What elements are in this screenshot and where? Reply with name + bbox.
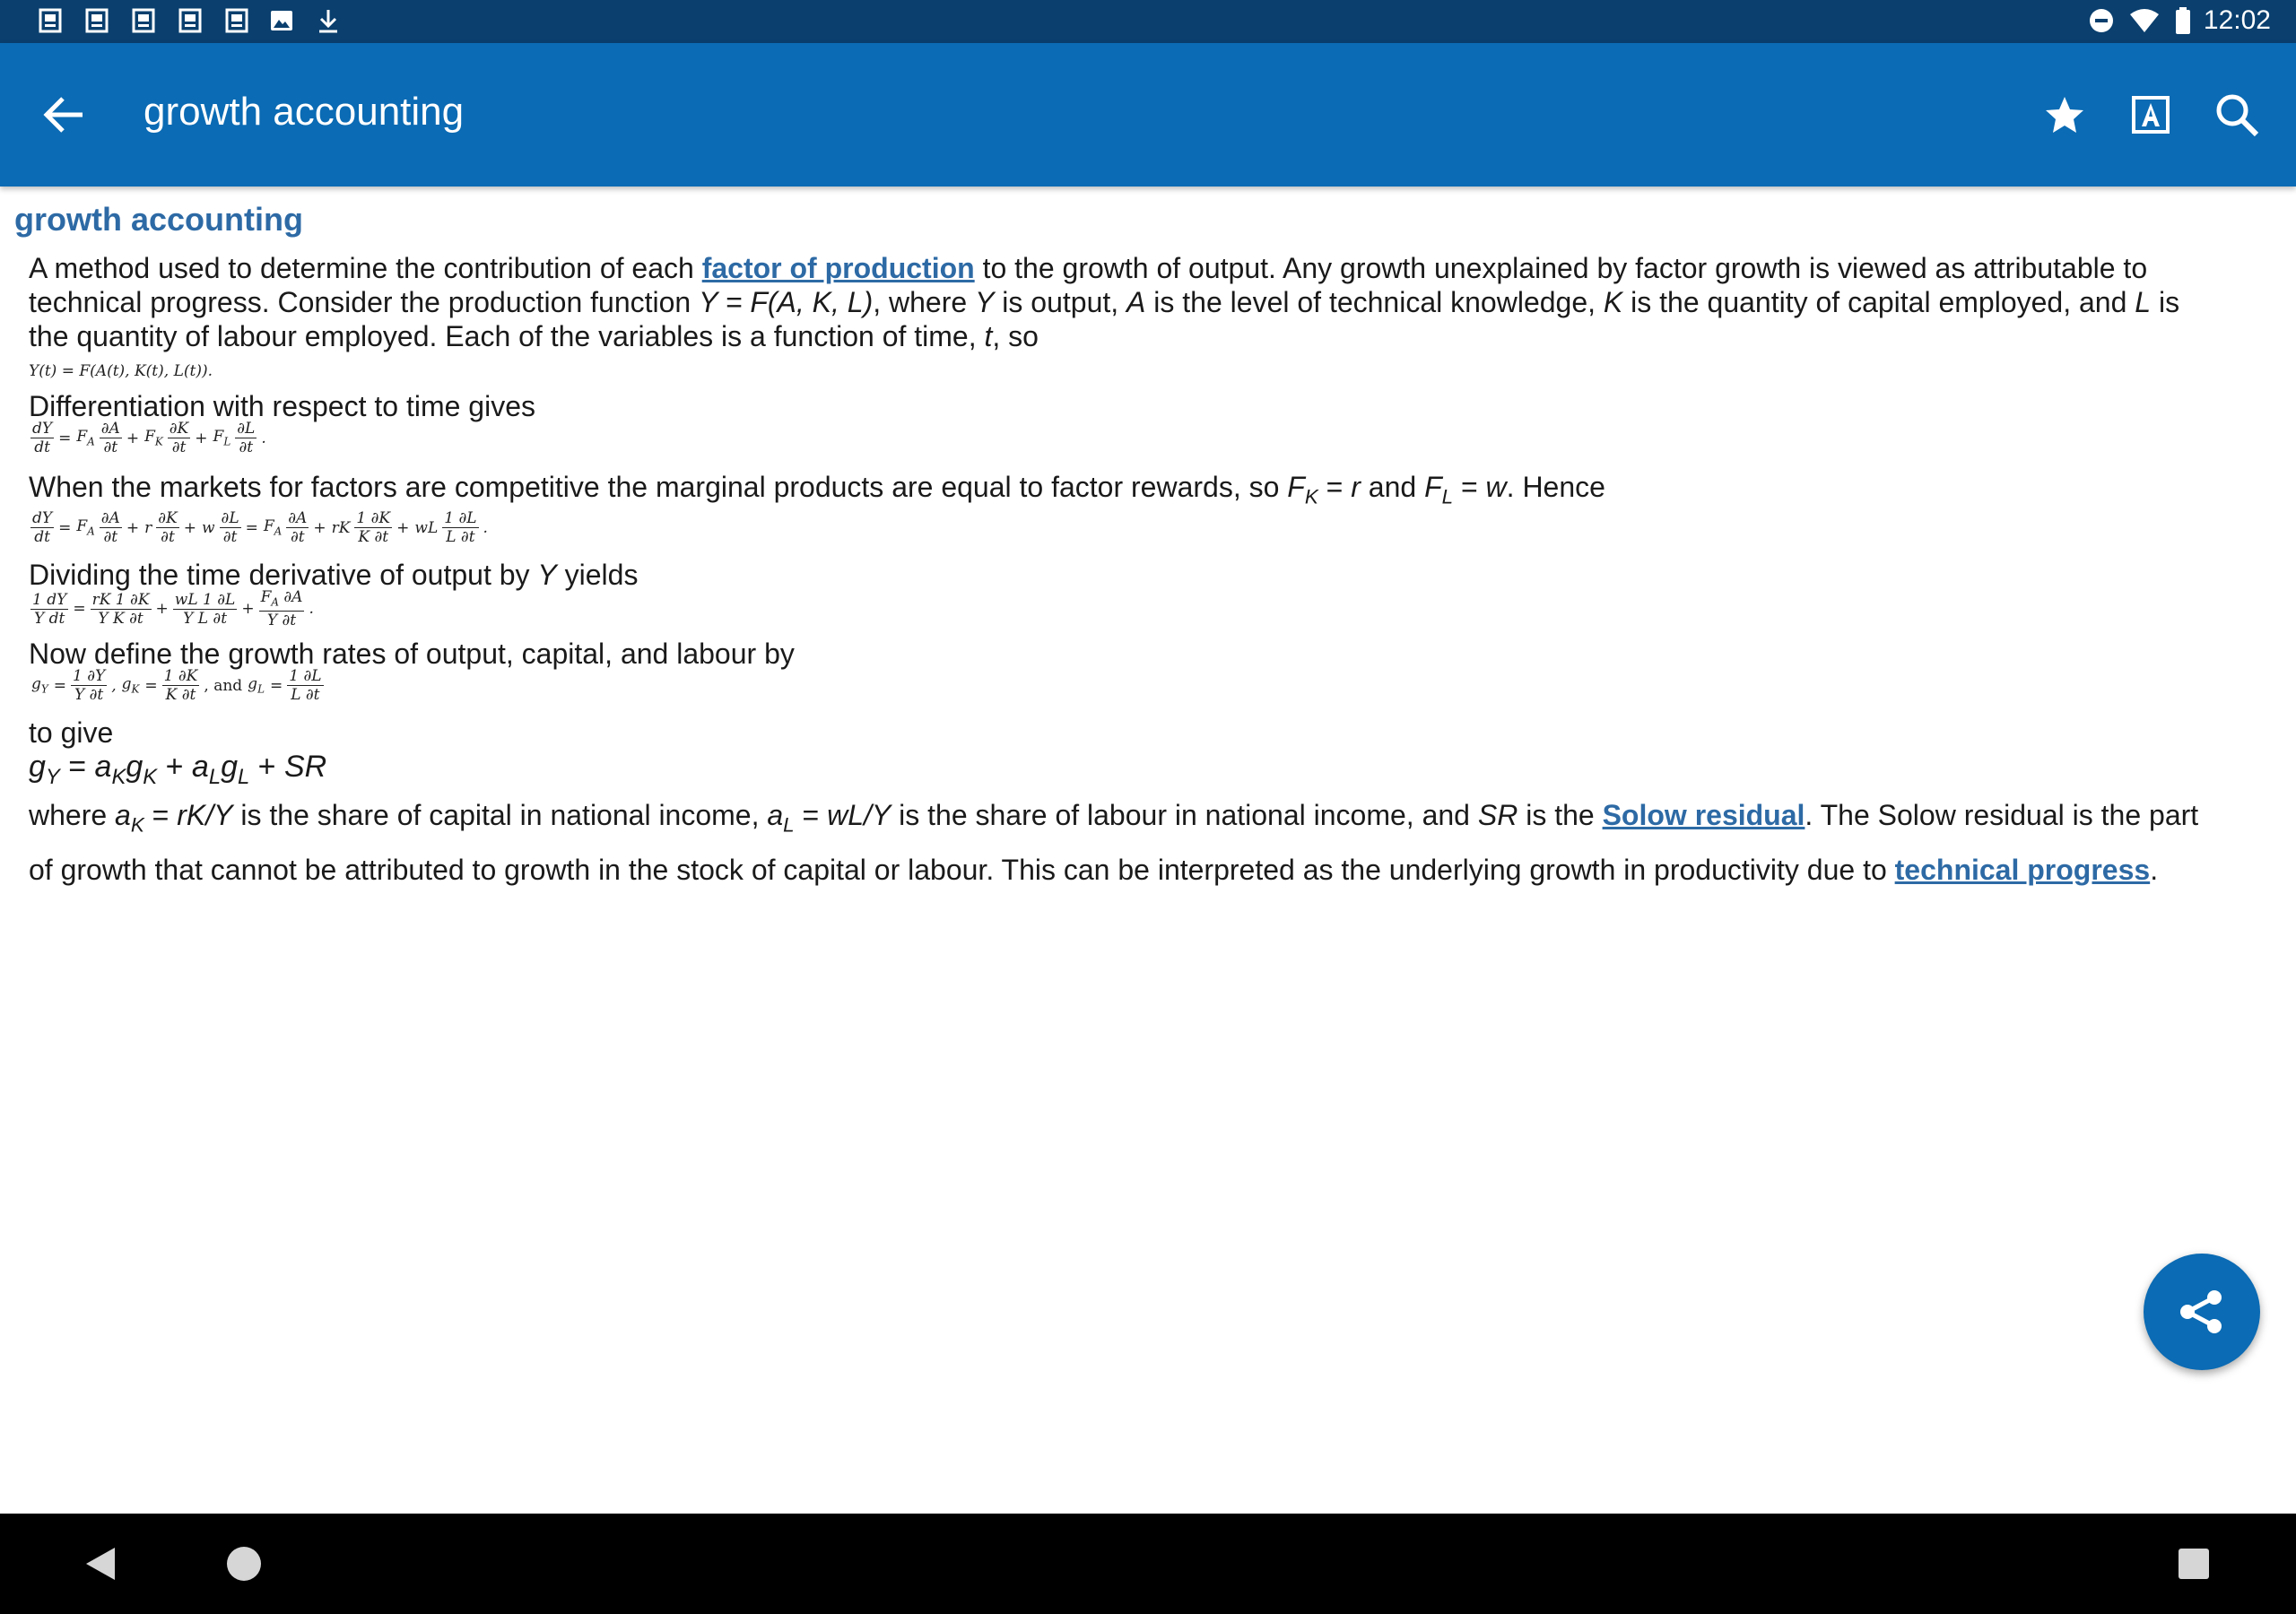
link-solow-residual[interactable]: Solow residual xyxy=(1602,799,1805,831)
navigation-bar xyxy=(0,1514,2296,1614)
text: is the level of technical knowledge, xyxy=(1145,286,1604,318)
formula-competitive: $\frac{dY}{dt}$ = $F_A$ $\frac{\partial A}{\partial t}$ + r $\frac{\partial K}{\partial t}$ + w $\frac{\partial L}{\partial t}$ = $F_A$ $\frac{\partial A}{\partial t}$ + rK $\frac{1 \partial K}{K \partial t}$ + wL $\frac{1 \partial L}{L \partial t}$ . xyxy=(32,509,488,546)
paragraph: Differentiation with respect to time gives xyxy=(29,390,535,422)
page-title: growth accounting xyxy=(144,90,465,134)
home-nav-icon[interactable] xyxy=(226,1546,262,1582)
fraction: $\frac{1 \partial L}{L \partial t}$ xyxy=(444,509,477,546)
fraction: $\frac{1 \partial Y}{Y \partial t}$ xyxy=(73,667,106,704)
image-icon xyxy=(269,7,294,34)
text: , so xyxy=(992,320,1039,352)
paragraph: Now define the growth rates of output, capital, and labour by xyxy=(29,638,795,670)
fraction: $\frac{\partial A}{\partial t}$ xyxy=(288,509,308,546)
share-button[interactable] xyxy=(2144,1254,2260,1370)
share-icon xyxy=(2175,1285,2229,1339)
do-not-disturb-icon xyxy=(2088,7,2115,34)
download-icon xyxy=(316,7,341,34)
fraction: $\frac{F_A \partial A}{Y \partial t}$ xyxy=(260,588,303,630)
paragraph: to give xyxy=(29,716,114,749)
fraction: $\frac{wL 1 \partial L}{\text{Y L ∂t}}$ xyxy=(174,590,236,628)
text-size-icon[interactable] xyxy=(2124,88,2178,142)
formula-divided: $\frac{1 dY}{\text{Y dt}}$ = $\frac{rK 1 \partial K}{\text{Y K ∂t}}$ + $\frac{wL 1 \partial L}{\text{Y L ∂t}}$ + $\frac{F_A \partial A}{Y \partial t}$ . xyxy=(32,588,314,630)
var: L xyxy=(2135,286,2152,318)
wifi-icon xyxy=(2129,7,2160,34)
paragraph: where $a_K = rK/Y$ is the share of capital in national income, $a_L = wL/Y$ is the share of labour in national income, and SR is the Solow residual. The Solow residual is the part of growth that cannot be attributed to growth in the stock of capital or labour. This can be interpreted as the underlying growth in productivity due to technical progress. xyxy=(29,799,2199,887)
link-factor-of-production[interactable]: factor of production xyxy=(701,252,975,284)
fraction: $\frac{\partial L}{\partial t}$ xyxy=(237,420,256,456)
back-nav-icon[interactable] xyxy=(83,1546,118,1582)
var: K xyxy=(1603,286,1623,318)
var: A xyxy=(1126,286,1146,318)
production-function: Y = F(A, K, L) xyxy=(699,286,874,318)
text: A method used to determine the contribution of each xyxy=(29,252,702,284)
battery-icon xyxy=(2174,7,2192,34)
fraction: $\frac{dY}{dt}$ xyxy=(32,420,53,456)
clock: 12:02 xyxy=(2203,5,2271,35)
paragraph: When the markets for factors are competitive the marginal products are equal to factor rewards, so $F_K = r$ and $F_L = w$. Hence xyxy=(29,471,1605,508)
search-icon[interactable] xyxy=(2210,88,2264,142)
text: is the quantity of capital employed, and xyxy=(1622,286,2135,318)
star-icon[interactable] xyxy=(2038,88,2092,142)
notification-icon xyxy=(84,7,109,34)
var: Y xyxy=(975,286,995,318)
fraction: $\frac{\partial A}{\partial t}$ xyxy=(100,420,120,456)
text: to the growth of output. Any growth unexplained by factor growth is viewed as attributable to technical progress. Consider the production function xyxy=(29,252,2148,318)
fraction: $\frac{dY}{dt}$ xyxy=(32,509,53,546)
fraction: $\frac{\partial A}{\partial t}$ xyxy=(100,509,120,546)
back-arrow-icon[interactable] xyxy=(36,86,93,143)
fraction: $\frac{\partial L}{\partial t}$ xyxy=(221,509,239,546)
text: is output, xyxy=(994,286,1127,318)
fraction: $\frac{rK 1 \partial K}{\text{Y K ∂t}}$ xyxy=(91,590,150,628)
paragraph: Dividing the time derivative of output by Y yields xyxy=(29,559,639,591)
text: is the quantity of labour employed. Each of the variables is a function of time, xyxy=(29,286,2180,352)
fraction: $\frac{1 \partial K}{K \partial t}$ xyxy=(356,509,391,546)
link-technical-progress[interactable]: technical progress xyxy=(1894,854,2151,887)
fraction: $\frac{\partial K}{\partial t}$ xyxy=(158,509,178,546)
fraction: $\frac{1 \partial K}{K \partial t}$ xyxy=(163,667,198,704)
notification-icon xyxy=(224,7,249,34)
fraction: $\frac{\partial K}{\partial t}$ xyxy=(169,420,189,456)
growth-accounting-equation: $g_Y = a_Kg_K + a_Lg_L$ + SR xyxy=(29,750,327,789)
formula-production: Y(t) = F(A(t), K(t), L(t)). xyxy=(29,362,213,380)
formula-growth-rates: $g_Y$ = $\frac{1 \partial Y}{Y \partial t}$ , $g_K$ = $\frac{1 \partial K}{K \partial t}$ , and $g_L$ = $\frac{1 \partial L}{L \partial t}$ xyxy=(31,667,322,704)
notification-icon xyxy=(38,7,63,34)
entry-heading: growth accounting xyxy=(14,201,303,238)
notification-icon xyxy=(131,7,156,34)
app-bar xyxy=(0,43,2296,187)
text: , where xyxy=(873,286,976,318)
recents-nav-icon[interactable] xyxy=(2178,1548,2210,1580)
formula-differentiation: $\frac{dY}{dt}$ = $F_A$ $\frac{\partial A}{\partial t}$ + $F_K$ $\frac{\partial K}{\partial t}$ + $F_L$ $\frac{\partial L}{\partial t}$ . xyxy=(32,420,266,456)
notification-icon xyxy=(178,7,203,34)
status-bar xyxy=(0,0,2296,43)
var: t xyxy=(984,320,993,352)
definition-paragraph xyxy=(29,251,2217,353)
fraction: $\frac{1 dY}{\text{Y dt}}$ xyxy=(32,590,67,628)
fraction: $\frac{1 \partial L}{L \partial t}$ xyxy=(289,667,322,704)
